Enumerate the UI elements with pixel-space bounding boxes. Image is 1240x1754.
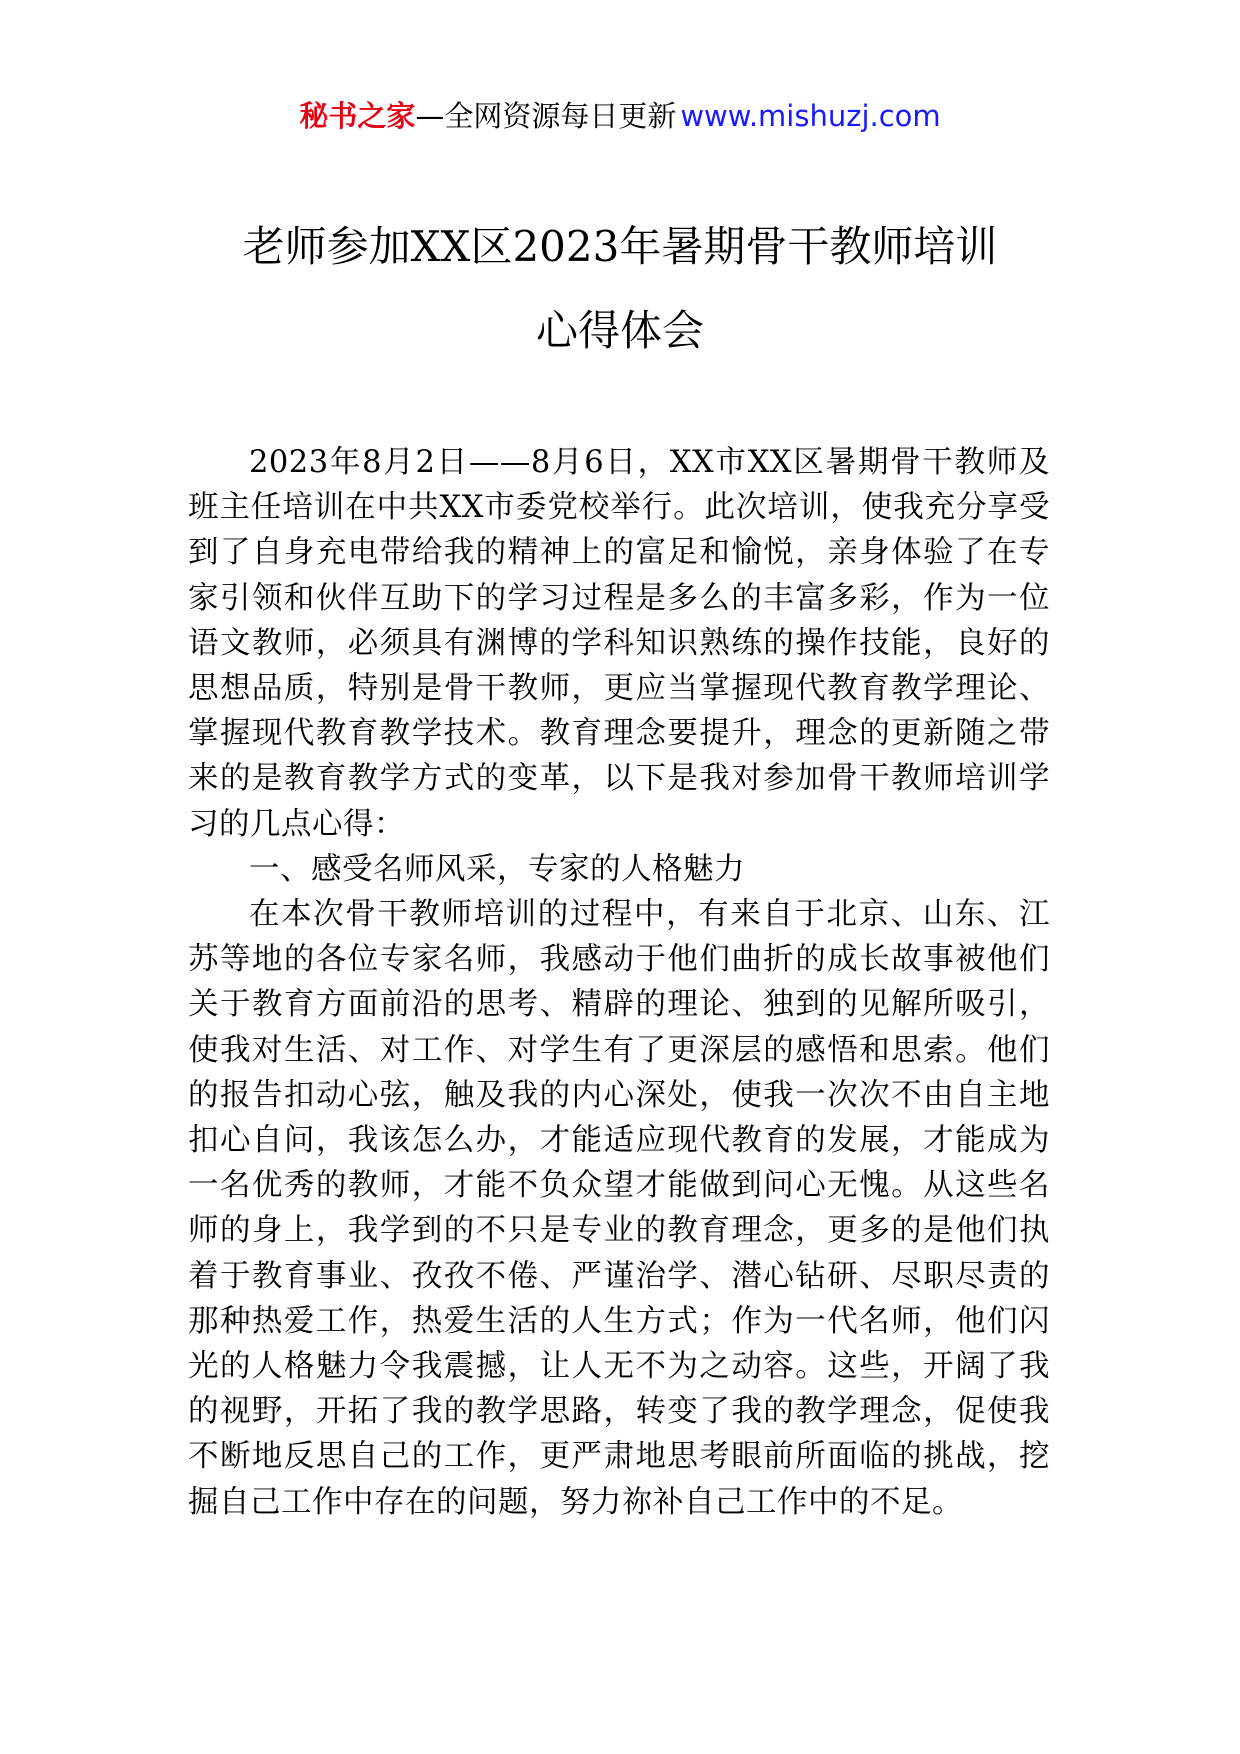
site-slogan: —全网资源每日更新 xyxy=(415,99,677,133)
site-brand-name: 秘书之家 xyxy=(299,99,416,133)
document-body xyxy=(188,440,1050,1525)
intro-paragraph: 2023年8月2日——8月6日，XX市XX区暑期骨干教师及班主任培训在中共XX市委党校举行。此次培训，使我充分享受到了自身充电带给我的精神上的富足和愉悦，亲身体验了在专家引领和伙伴互助下的学习过程是多么的丰富多彩，作为一位语文教师，必须具有渊博的学科知识熟练的操作技能，良好的思想品质，特别是骨干教师，更应当掌握现代教育教学理论、掌握现代教育教学技术。教育理念要提升，理念的更新随之带来的是教育教学方式的变革，以下是我对参加骨干教师培训学习的几点心得： xyxy=(188,445,1050,842)
site-url-link[interactable]: www.mishuzj.com xyxy=(680,99,941,133)
document-title xyxy=(120,205,1120,373)
site-header xyxy=(0,96,1240,136)
document-title-line-1: 老师参加XX区2023年暑期骨干教师培训 xyxy=(242,222,998,271)
body-paragraph: 在本次骨干教师培训的过程中，有来自于北京、山东、江苏等地的各位专家名师，我感动于他们曲折的成长故事被他们关于教育方面前沿的思考、精辟的理论、独到的见解所吸引，使我对生活、对工作、对学生有了更深层的感悟和思索。他们的报告扣动心弦，触及我的内心深处，使我一次次不由自主地扣心自问，我该怎么办，才能适应现代教育的发展，才能成为一名优秀的教师，才能不负众望才能做到问心无愧。从这些名师的身上，我学到的不只是专业的教育理念，更多的是他们执着于教育事业、孜孜不倦、严谨治学、潜心钻研、尽职尽责的那种热爱工作，热爱生活的人生方式；作为一代名师，他们闪光的人格魅力令我震撼，让人无不为之动容。这些，开阔了我的视野，开拓了我的教学思路，转变了我的教学理念，促使我不断地反思自己的工作，更严肃地思考眼前所面临的挑战，挖掘自己工作中存在的问题，努力祢补自己工作中的不足。 xyxy=(188,897,1050,1520)
document-title-line-2: 心得体会 xyxy=(535,306,704,355)
section-heading: 一、感受名师风采，专家的人格魅力 xyxy=(249,851,745,887)
